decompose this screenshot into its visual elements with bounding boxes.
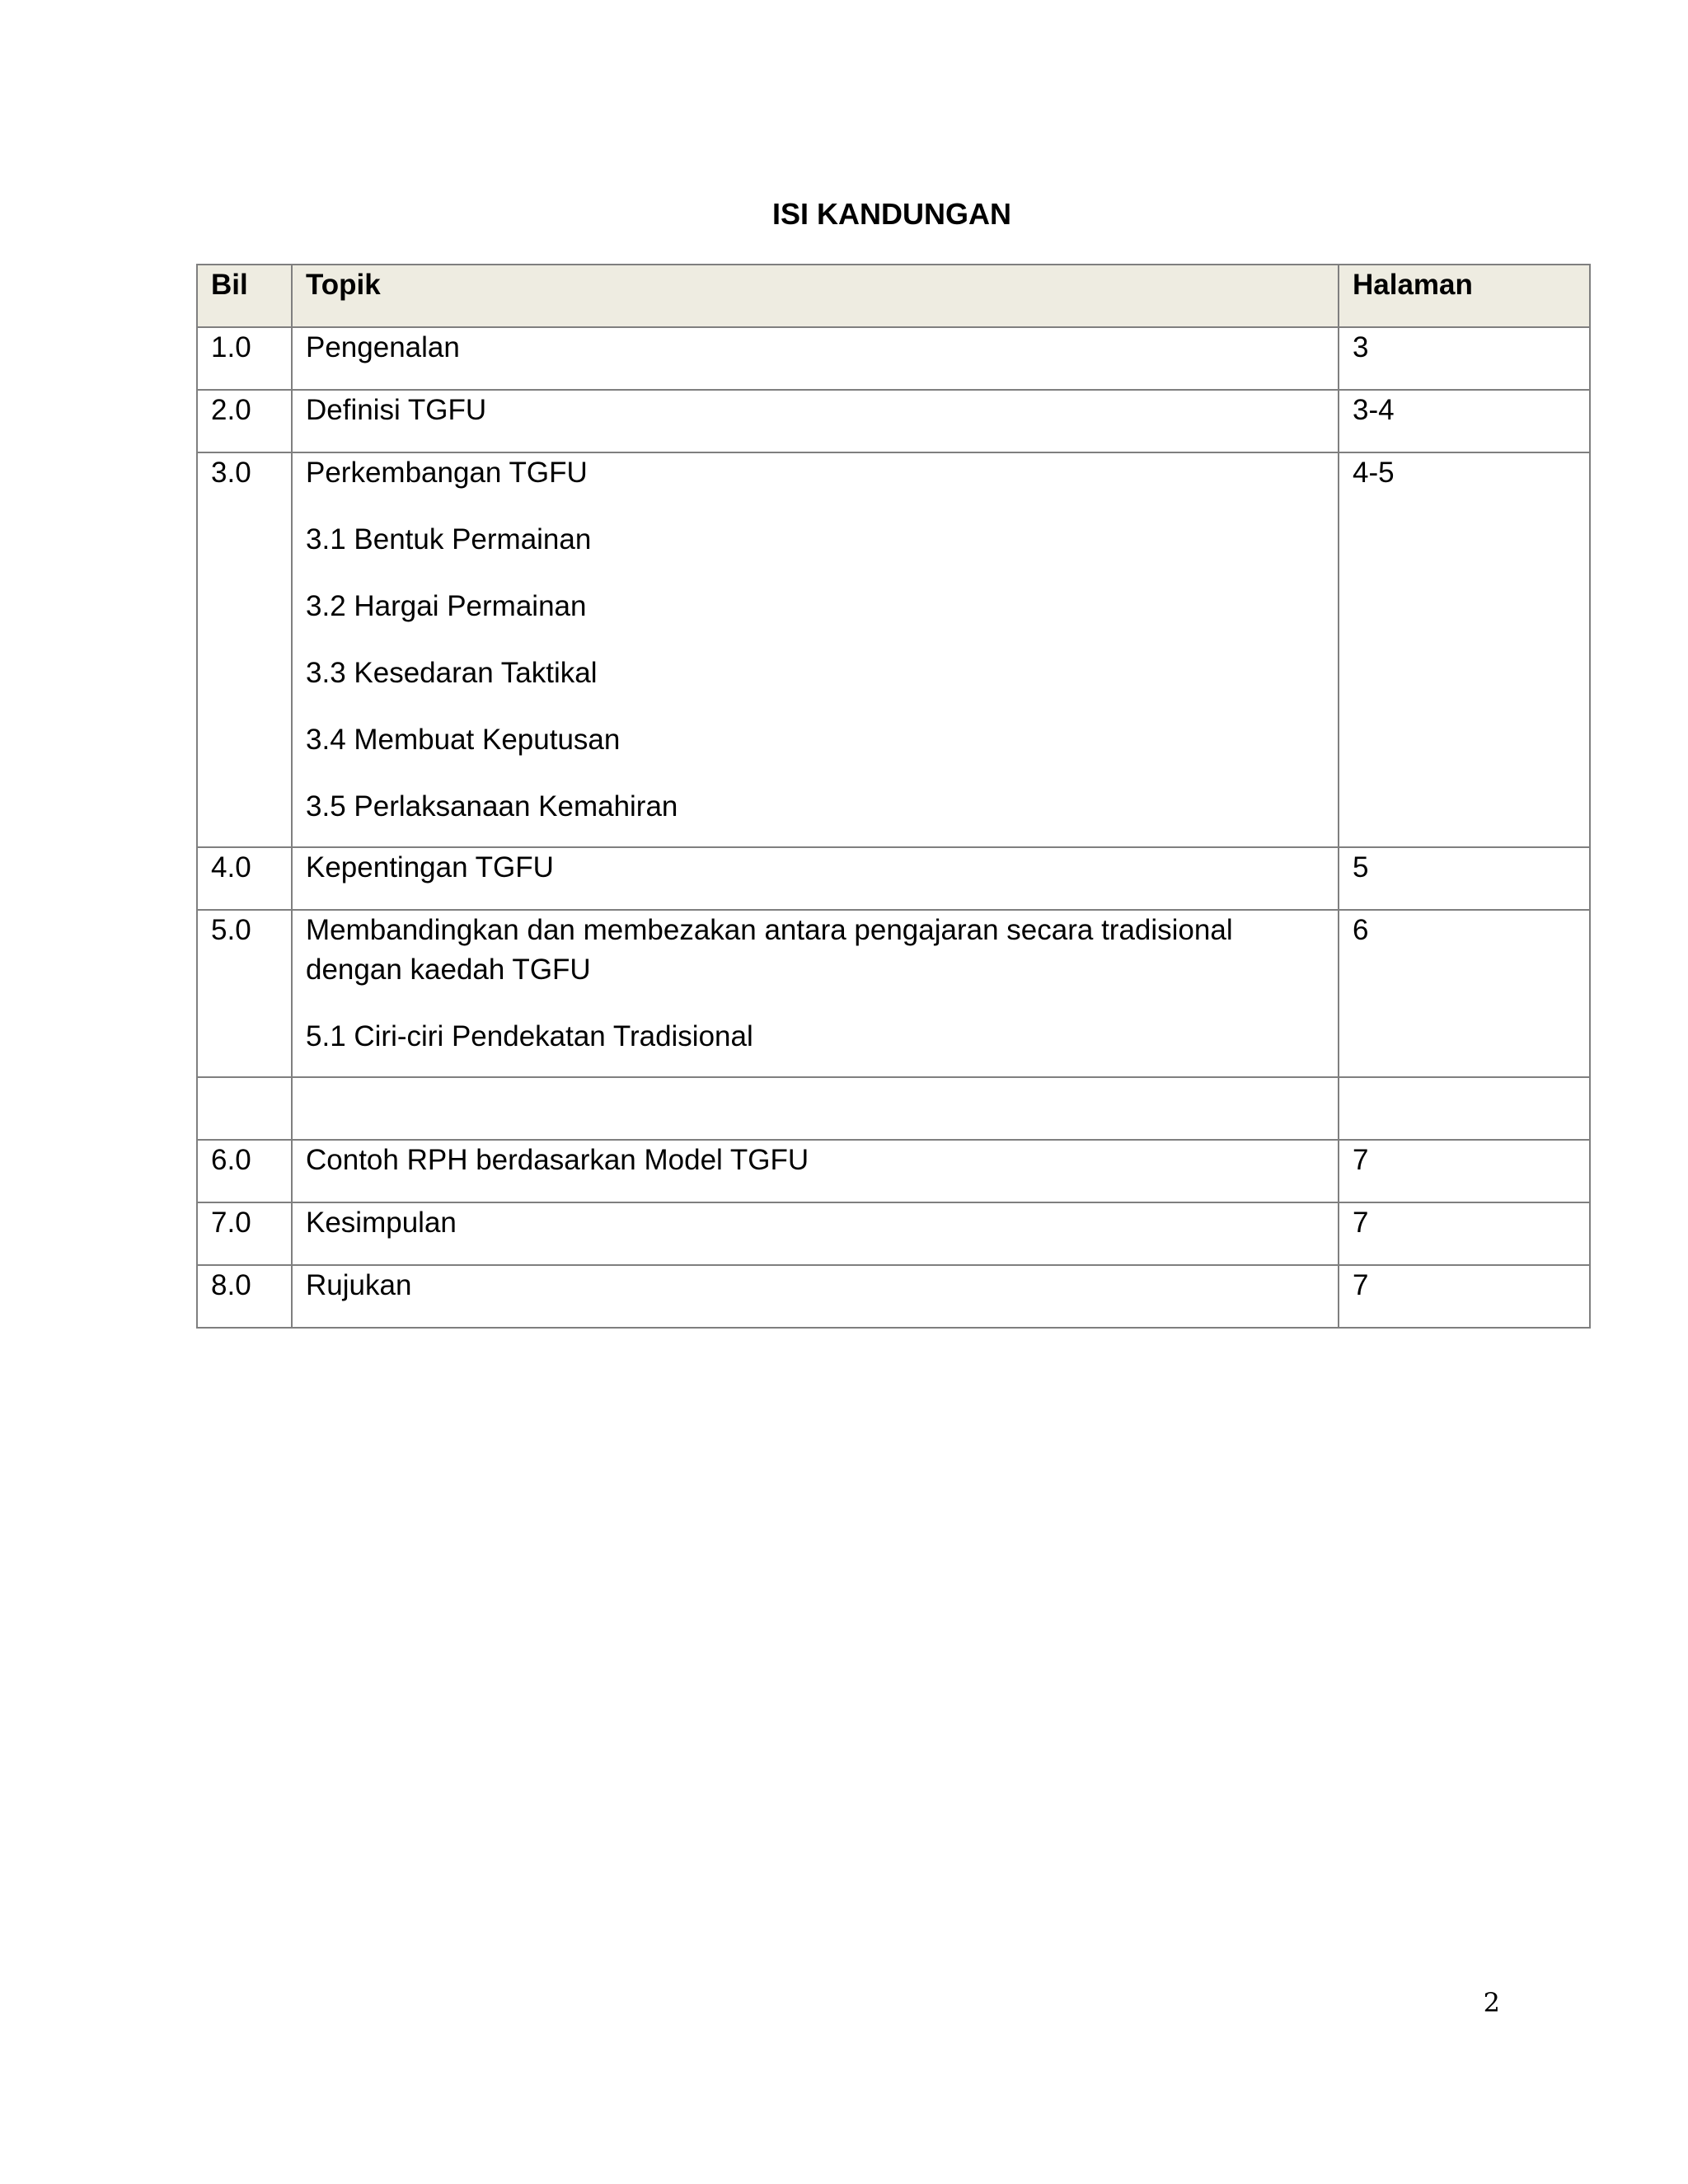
row-halaman: 7 xyxy=(1339,1265,1590,1328)
row-halaman: 5 xyxy=(1339,847,1590,910)
row-topik xyxy=(292,847,1339,910)
row-topik xyxy=(292,327,1339,390)
row-halaman: 7 xyxy=(1339,1140,1590,1202)
subtopic: 3.4 Membuat Keputusan xyxy=(306,724,621,756)
row-bil: 4.0 xyxy=(197,847,292,910)
topic-title: Definisi TGFU xyxy=(306,394,487,426)
topic-title: Pengenalan xyxy=(306,331,460,363)
row-halaman: 7 xyxy=(1339,1202,1590,1265)
header-topik: Topik xyxy=(292,265,1339,327)
row-bil: 7.0 xyxy=(197,1202,292,1265)
header-bil: Bil xyxy=(197,265,292,327)
toc-body xyxy=(197,327,1590,1328)
topic-title: Perkembangan TGFU xyxy=(306,457,588,489)
row-topik xyxy=(292,1265,1339,1328)
row-topik xyxy=(292,910,1339,1077)
row-bil: 2.0 xyxy=(197,390,292,452)
row-bil: 6.0 xyxy=(197,1140,292,1202)
subtopic: 3.2 Hargai Permainan xyxy=(306,590,587,622)
row-topik xyxy=(292,1140,1339,1202)
row-topik xyxy=(292,452,1339,847)
table-row xyxy=(197,327,1590,390)
toc-header-row xyxy=(197,265,1590,327)
table-row xyxy=(197,390,1590,452)
header-halaman: Halaman xyxy=(1339,265,1590,327)
topic-title: Rujukan xyxy=(306,1269,412,1301)
row-halaman: 3 xyxy=(1339,327,1590,390)
row-bil: 1.0 xyxy=(197,327,292,390)
page-number: 2 xyxy=(1483,1987,1500,2018)
row-halaman: 4-5 xyxy=(1339,452,1590,847)
row-topik xyxy=(292,1077,1339,1140)
row-halaman: 6 xyxy=(1339,910,1590,1077)
subtopic: 3.5 Perlaksanaan Kemahiran xyxy=(306,790,678,823)
table-row xyxy=(197,1202,1590,1265)
toc-table xyxy=(196,264,1591,1329)
row-halaman: 3-4 xyxy=(1339,390,1590,452)
row-halaman xyxy=(1339,1077,1590,1140)
row-topik xyxy=(292,390,1339,452)
table-row xyxy=(197,452,1590,847)
topic-title: Kepentingan TGFU xyxy=(306,851,554,883)
subtopic: 3.3 Kesedaran Taktikal xyxy=(306,657,598,689)
row-bil: 5.0 xyxy=(197,910,292,1077)
topic-title: Contoh RPH berdasarkan Model TGFU xyxy=(306,1144,809,1176)
row-bil xyxy=(197,1077,292,1140)
table-row xyxy=(197,910,1590,1077)
topic-title: Kesimpulan xyxy=(306,1207,457,1239)
row-bil: 3.0 xyxy=(197,452,292,847)
toc-header xyxy=(197,265,1590,327)
table-row-empty xyxy=(197,1077,1590,1140)
page-title: ISI KANDUNGAN xyxy=(771,197,1011,231)
row-topik xyxy=(292,1202,1339,1265)
table-row xyxy=(197,847,1590,910)
topic-title: Membandingkan dan membezakan antara pengajaran secara tradisional dengan kaedah TGFU xyxy=(306,914,1233,986)
subtopic: 5.1 Ciri-ciri Pendekatan Tradisional xyxy=(306,1020,753,1052)
row-bil: 8.0 xyxy=(197,1265,292,1328)
subtopic: 3.1 Bentuk Permainan xyxy=(306,523,592,555)
table-row xyxy=(197,1140,1590,1202)
table-row xyxy=(197,1265,1590,1328)
